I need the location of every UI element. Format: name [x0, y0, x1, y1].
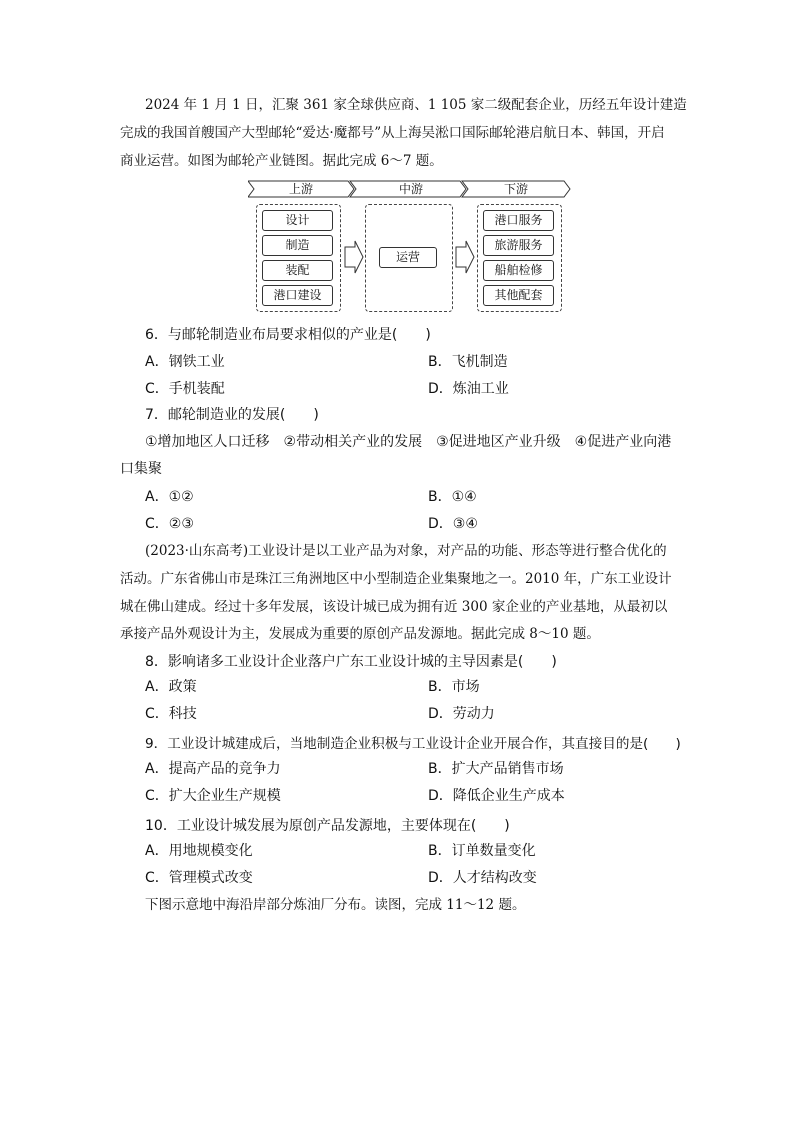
q9-option-b: B．扩大产品销售市场	[428, 761, 564, 777]
stage-label-downstream: 下游	[503, 182, 528, 196]
upstream-item: 装配	[262, 260, 333, 281]
q7-stem: 7．邮轮制造业的发展( )	[145, 407, 319, 423]
downstream-item: 船舶检修	[483, 260, 554, 281]
intro2-line2: 活动。广东省佛山市是珠江三角洲地区中小型制造企业集聚地之一。2010 年，广东工业设计	[120, 571, 672, 587]
q6-stem: 6．与邮轮制造业布局要求相似的产业是( )	[145, 327, 431, 343]
downstream-item: 港口服务	[483, 210, 554, 231]
q7-option-d: D．③④	[428, 516, 478, 532]
q6-option-d: D．炼油工业	[428, 381, 509, 397]
q9-option-a: A．提高产品的竞争力	[145, 761, 281, 777]
q8-option-a: A．政策	[145, 679, 197, 695]
intro2-line3: 城在佛山建成。经过十多年发展，该设计城已成为拥有近 300 家企业的产业基地，从最初以	[120, 599, 668, 615]
q10-option-b: B．订单数量变化	[428, 843, 536, 859]
q9-option-c: C．扩大企业生产规模	[145, 788, 281, 804]
midstream-item: 运营	[379, 247, 437, 268]
arrow-right-icon	[345, 241, 363, 273]
q7-option-c: C．②③	[145, 516, 194, 532]
q10-stem: 10．工业设计城发展为原创产品发源地，主要体现在( )	[145, 818, 510, 834]
upstream-item: 港口建设	[262, 285, 333, 306]
intro1-line1: 2024 年 1 月 1 日，汇聚 361 家全球供应商、1 105 家二级配套企业，历经五年设计建造	[145, 97, 687, 113]
q7-statements-line2: 口集聚	[120, 461, 162, 477]
q8-option-c: C．科技	[145, 706, 197, 722]
intro1-line3: 商业运营。如图为邮轮产业链图。据此完成 6～7 题。	[120, 153, 443, 169]
q7-statements-line1: ①增加地区人口迁移 ②带动相关产业的发展 ③促进地区产业升级 ④促进产业向港	[145, 434, 672, 450]
q8-stem: 8．影响诸多工业设计企业落户广东工业设计城的主导因素是( )	[145, 654, 557, 670]
downstream-item: 旅游服务	[483, 235, 554, 256]
upstream-item: 设计	[262, 210, 333, 231]
q10-option-c: C．管理模式改变	[145, 870, 253, 886]
q8-option-b: B．市场	[428, 679, 480, 695]
q9-stem: 9．工业设计城建成后，当地制造企业积极与工业设计企业开展合作，其直接目的是( )	[145, 736, 681, 752]
intro3-line1: 下图示意地中海沿岸部分炼油厂分布。读图，完成 11～12 题。	[145, 897, 526, 913]
q8-option-d: D．劳动力	[428, 706, 495, 722]
upstream-item: 制造	[262, 235, 333, 256]
q6-option-a: A．钢铁工业	[145, 354, 225, 370]
cruise-industry-chain-diagram	[248, 180, 573, 313]
q9-option-d: D．降低企业生产成本	[428, 788, 565, 804]
stage-label-upstream: 上游	[288, 182, 313, 196]
q6-option-b: B．飞机制造	[428, 354, 508, 370]
downstream-item: 其他配套	[483, 285, 554, 306]
intro1-line2: 完成的我国首艘国产大型邮轮“爱达·魔都号”从上海吴淞口国际邮轮港启航日本、韩国，开启	[120, 125, 665, 141]
q7-option-a: A．①②	[145, 489, 194, 505]
intro2-line4: 承接产品外观设计为主，发展成为重要的原创产品发源地。据此完成 8～10 题。	[120, 626, 600, 642]
q10-option-a: A．用地规模变化	[145, 843, 253, 859]
arrow-right-icon	[456, 241, 474, 273]
stage-label-midstream: 中游	[398, 182, 423, 196]
q6-option-c: C．手机装配	[145, 381, 225, 397]
q10-option-d: D．人才结构改变	[428, 870, 537, 886]
intro2-line1: (2023·山东高考)工业设计是以工业产品为对象，对产品的功能、形态等进行整合优化的	[145, 543, 667, 559]
q7-option-b: B．①④	[428, 489, 477, 505]
